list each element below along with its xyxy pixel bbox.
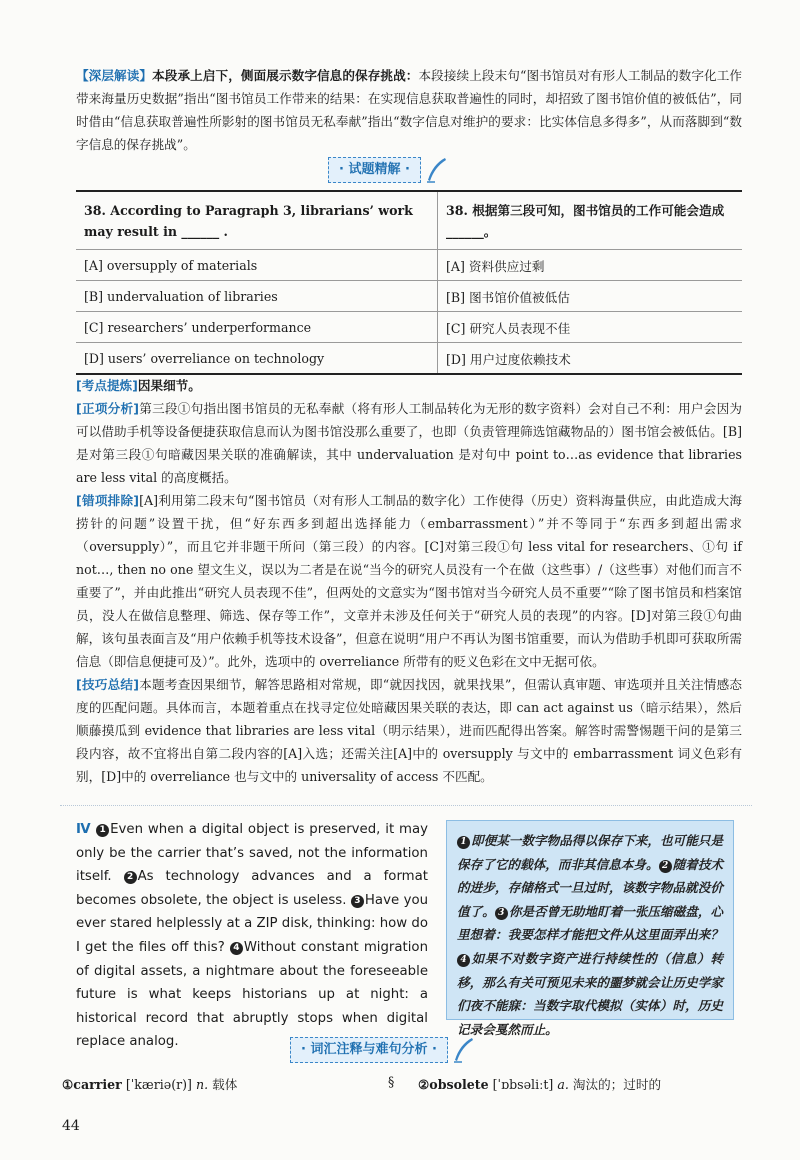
- deep-analysis-text: 本段接续上段末句“图书馆员对有形人工制品的数字化工作带来海量历史数据”指出“图书馆员工作带来的结果：在实现信息获取普遍性的同时，却招致了图书馆价值的被低估”，同时借由“信息获取普遍性所影射的图书馆员无私奉献”指出“数字信息对维护的要求：比实体信息多得多”，从而落脚到“数字信息的保存挑战”。: [76, 68, 742, 152]
- correct-analysis-para: [76, 397, 742, 489]
- sentence-number: 2: [659, 860, 672, 873]
- kaodian-tag: [考点提炼]: [76, 378, 138, 393]
- sentence-3: Have you ever stared helplessly at a ZIP disk, thinking: how do I get the files off this?: [76, 892, 429, 955]
- option-cn: [A] 资料供应过剩: [438, 250, 743, 281]
- banner-label: · 试题精解 ·: [328, 157, 421, 183]
- sentence-number: 3: [495, 907, 508, 920]
- tips-tag: [技巧总结]: [76, 677, 140, 692]
- paragraph-4-translation: [446, 820, 734, 1037]
- question-table: [76, 190, 742, 375]
- sentence-number: 1: [457, 836, 470, 849]
- option-en: [B] undervaluation of libraries: [76, 281, 438, 312]
- option-en: [D] users’ overreliance on technology: [76, 343, 438, 375]
- paragraph-marker: Ⅳ: [76, 822, 92, 837]
- translation-2: 随着技术的进步，存储格式一旦过时，该数字物品就没价值了。: [457, 856, 724, 919]
- quill-pen-icon: [423, 156, 449, 184]
- sentence-1: Even when a digital object is preserved, it may only be the carrier that’s saved, not the information itself.: [76, 822, 429, 885]
- option-cn: [D] 用户过度依赖技术: [438, 343, 743, 375]
- deep-analysis-tag: 【深层解读】: [76, 68, 153, 83]
- option-row: [76, 250, 742, 281]
- divider: [60, 805, 752, 806]
- sentence-number: 2: [124, 871, 137, 884]
- wrong-options-text: [A]利用第二段末句“图书馆员（对有形人工制品的数字化）工作使得（历史）资料海量供应，由此造成大海捞针的问题”设置干扰，但“好东西多到超出选择能力（embarrassment）”并不等同于“东西多到超出需求（oversupply）”，而且它并非题干所问（第三段）的内容。[C]对第三段①句 less vital for researchers、①句 if not…, then no one 望文生义，误以为二者是在说“当今的研究人员没有一个在做（这些事）/（这些事）对他们而言不重要了”，并由此推出“研究人员表现不佳”，但两处的文意实为“图书馆对当今研究人员不重要”“除了图书馆员和档案馆员，没人在做信息整理、筛选、保存等工作”，文章并未涉及任何关于“研究人员的表现”的内容。[D]对第三段①句曲解，该句虽表面言及“用户依赖手机等技术设备”，但意在说明“用户不再认为图书馆重要，而认为借助手机即可获取所需信息（即信息便捷可及）”。此外，选项中的 overreliance 所带有的贬义色彩在文中无据可依。: [76, 493, 742, 669]
- tips-text: 本题考查因果细节，解答思路相对常规，即“就因找因，就果找果”，但需认真审题、审选项并且关注情感态度的匹配问题。具体而言，本题着重点在找寻定位处暗藏因果关联的表达，即 can act against us（暗示结果），然后顺藤摸瓜到 evidence that libraries are less vital（明示结果），进而匹配得出答案。解答时需警惕题干问的是第三段内容，故不宜将出自第二段内容的[A]入选；还需关注[A]中的 oversupply 与文中的 embarrassment 词义色彩有别，[D]中的 overreliance 也与文中的 universality of access 不匹配。: [76, 677, 742, 784]
- question-stem-en: 38. According to Paragraph 3, librarians’ work may result in ______ .: [76, 191, 438, 250]
- option-row: [76, 343, 742, 375]
- option-en: [C] researchers’ underperformance: [76, 312, 438, 343]
- sentence-number: 3: [351, 895, 364, 908]
- correct-analysis-tag: [正项分析]: [76, 401, 140, 416]
- vocab-phonetic: [ˈkæriə(r)]: [125, 1077, 192, 1092]
- option-cn: [B] 图书馆价值被低估: [438, 281, 743, 312]
- deep-analysis: [76, 64, 742, 156]
- section-banner-question: [328, 156, 449, 184]
- banner-label: · 词汇注释与难句分析 ·: [290, 1037, 448, 1063]
- option-en: [A] oversupply of materials: [76, 250, 438, 281]
- tips-para: [76, 673, 742, 788]
- vocab-word: ②obsolete: [418, 1077, 489, 1092]
- vocab-entry: [418, 1074, 661, 1093]
- wrong-options-tag: [错项排除]: [76, 493, 140, 508]
- quill-pen-icon: [450, 1036, 476, 1064]
- question-stem-cn: 38. 根据第三段可知，图书馆员的工作可能会造成______。: [438, 191, 743, 250]
- translation-1: 即便某一数字物品得以保存下来，也可能只是保存了它的载体，而非其信息本身。: [457, 833, 723, 872]
- vocab-definition: 载体: [212, 1077, 238, 1092]
- analysis-section: [76, 374, 742, 788]
- sentence-2: As technology advances and a format becomes obsolete, the object is useless.: [76, 869, 428, 908]
- deep-analysis-heading: 本段承上启下，侧面展示数字信息的保存挑战：: [152, 68, 419, 83]
- sentence-number: 4: [457, 954, 470, 967]
- option-row: [76, 281, 742, 312]
- option-row: [76, 312, 742, 343]
- option-cn: [C] 研究人员表现不佳: [438, 312, 743, 343]
- vocab-pos: n.: [195, 1077, 209, 1092]
- vocab-entry: [62, 1074, 237, 1093]
- vocab-phonetic: [ˈɒbsəliːt]: [492, 1077, 554, 1092]
- page-number: 44: [62, 1118, 80, 1134]
- translation-4: 如果不对数字资产进行持续性的（信息）转移，那么有关可预见未来的噩梦就会让历史学家们夜不能寐：当数字取代模拟（实体）时，历史记录会戛然而止。: [457, 950, 723, 1037]
- paragraph-4-english: [76, 818, 428, 1054]
- vocab-word: ①carrier: [62, 1077, 122, 1092]
- wrong-options-para: [76, 489, 742, 673]
- sentence-4: Without constant migration of digital assets, a nightmare about the foreseeable future is what keeps historians up at night: a historical record that abruptly stops when digital replace analog.: [76, 939, 428, 1050]
- correct-analysis-text: 第三段①句指出图书馆员的无私奉献（将有形人工制品转化为无形的数字资料）会对自己不利：用户会因为可以借助手机等设备便捷获取信息而认为图书馆没那么重要了，也即（负责管理筛选馆藏物品的）图书馆会被低估。[B]是对第三段①句暗藏因果关联的准确解读，其中 undervaluation 是对句中 point to…as evidence that libraries are less vital 的高度概括。: [76, 401, 742, 485]
- section-banner-vocab: [290, 1036, 476, 1064]
- kaodian-para: [76, 374, 742, 397]
- vocab-definition: 淘汰的；过时的: [572, 1077, 662, 1092]
- translation-3: 你是否曾无助地盯着一张压缩磁盘，心里想着：我要怎样才能把文件从这里面弄出来？: [457, 903, 724, 943]
- sentence-number: 1: [96, 824, 109, 837]
- sentence-number: 4: [230, 942, 243, 955]
- vocab-pos: a.: [557, 1077, 569, 1092]
- vocab-separator: §: [388, 1074, 395, 1089]
- kaodian-text: 因果细节。: [137, 378, 201, 393]
